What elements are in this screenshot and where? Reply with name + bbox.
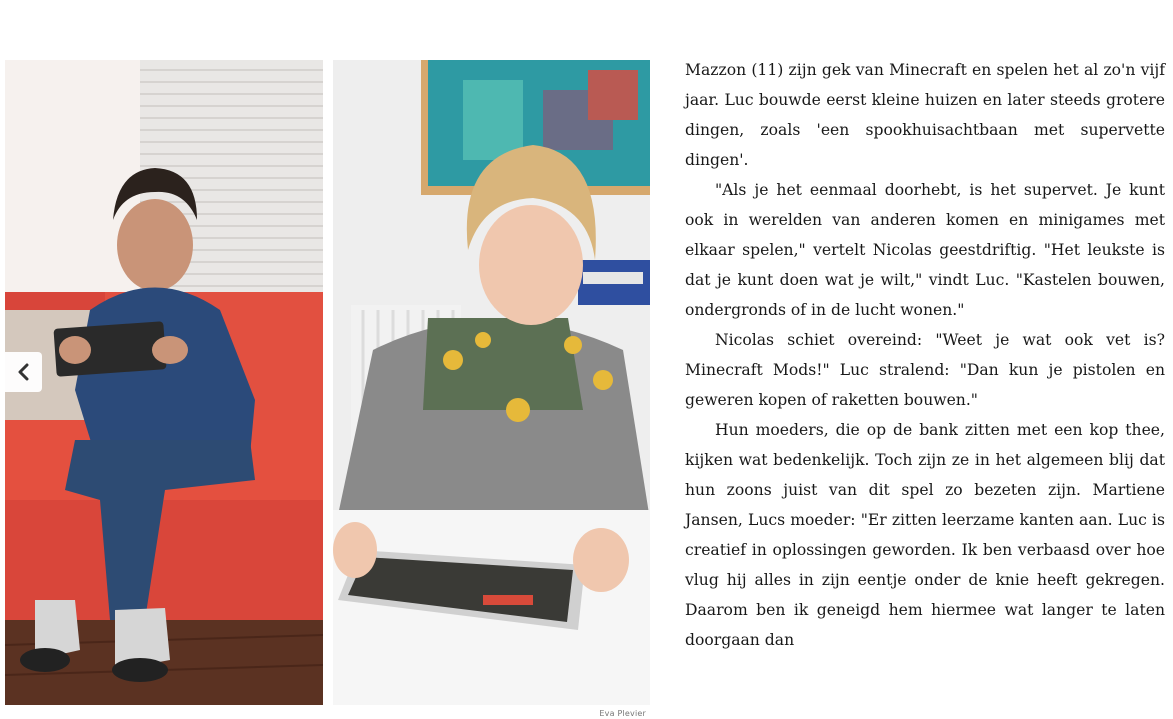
photo-credit: Eva Plevier — [599, 709, 646, 718]
article-paragraph: Mazzon (11) zijn gek van Minecraft en spelen het al zo'n vijf jaar. Luc bouwde eerst kleine huizen en later steeds grotere dingen, zoals 'een spookhuisachtbaan met supervette dingen'. — [685, 61, 1165, 169]
article-body — [685, 55, 1165, 655]
article-paragraph: Hun moeders, die op de bank zitten met een kop thee, kijken wat bedenkelijk. Toch zijn ze in het algemeen blij dat hun zoons juist van dit spel zo bezeten zijn. Martiene Jansen, Lucs moeder: "Er zitten leerzame kanten aan. Luc is creatief in oplossingen geworden. Ik ben verbaasd over hoe vlug hij alles in zijn eentje onder de knie heeft gekregen. Daarom ben ik geneigd hem hiermee wat langer te laten doorgaan dan — [685, 421, 1165, 649]
article-paragraph: "Als je het eenmaal doorhebt, is het supervet. Je kunt ook in werelden van anderen komen en minigames met elkaar spelen," vertelt Nicolas geestdriftig. "Het leukste is dat je kunt doen wat je wilt," vindt Luc. "Kastelen bouwen, ondergronds of in de lucht wonen." — [685, 181, 1165, 319]
chevron-left-icon — [17, 363, 31, 381]
photo-left-illustration — [5, 60, 323, 705]
article-paragraph: Nicolas schiet overeind: "Weet je wat ook vet is? Minecraft Mods!" Luc stralend: "Dan kun je pistolen en geweren kopen of raketten bouwen." — [685, 331, 1165, 409]
photo-blond-boy-with-tablet-at-table — [333, 60, 650, 705]
photo-right-illustration — [333, 60, 650, 705]
photo-boy-with-tablet-on-sofa — [5, 60, 323, 705]
carousel-prev-button[interactable] — [5, 352, 42, 392]
